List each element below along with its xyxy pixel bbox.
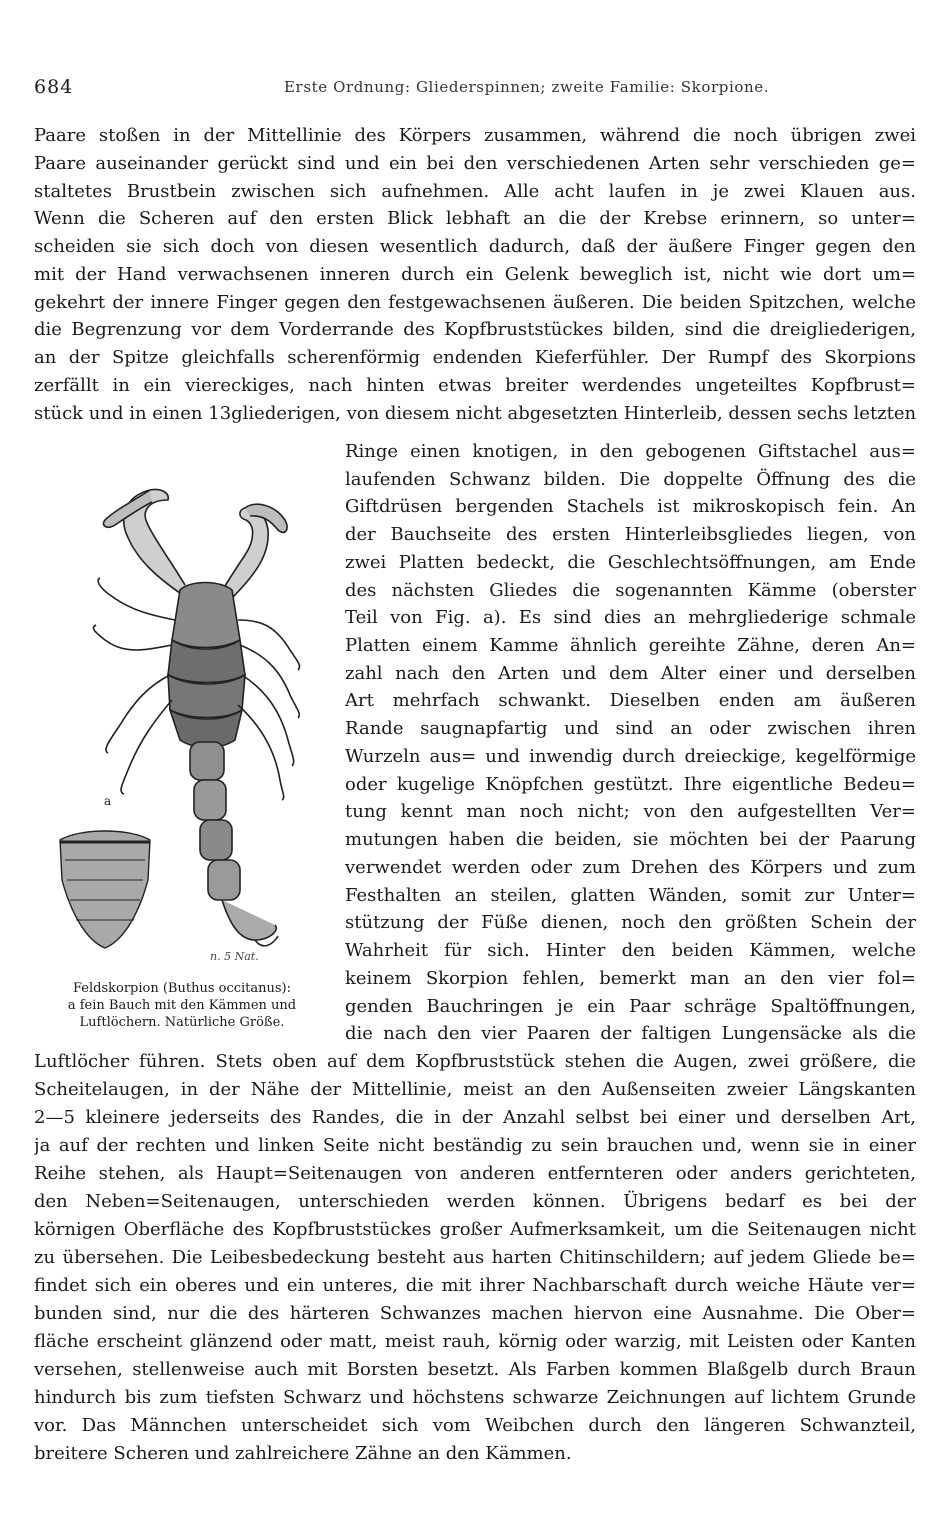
body-line: Luftlöcher führen. Stets oben auf dem Kopfbruststück stehen die Augen, zwei größere, die: [34, 1051, 916, 1072]
body-line: an der Spitze gleichfalls scherenförmig endenden Kieferfühler. Der Rumpf des Skorpions: [34, 347, 916, 368]
body-line: vor. Das Männchen unterscheidet sich vom Weibchen durch den längeren Schwanzteil,: [34, 1415, 916, 1436]
body-line: mutungen haben die beiden, sie möchten bei der Paarung: [345, 829, 916, 850]
figure-label-a: a: [104, 794, 112, 808]
body-line: Platten einem Kamme ähnlich gereihte Zähne, deren An=: [345, 635, 916, 656]
body-line: staltetes Brustbein zwischen sich aufnehmen. Alle acht laufen in je zwei Klauen aus.: [34, 181, 916, 202]
body-line: zwei Platten bedeckt, die Geschlechtsöffnungen, am Ende: [345, 552, 916, 573]
body-line: findet sich ein oberes und ein unteres, die mit ihrer Nachbarschaft durch weiche Häute ver=: [34, 1275, 916, 1296]
body-line: Wahrheit für sich. Hinter den beiden Kämmen, welche: [345, 940, 916, 961]
body-line: Reihe stehen, als Haupt=Seitenaugen von anderen entfernteren oder anders gerichteten,: [34, 1163, 916, 1184]
body-line: Scheitelaugen, in der Nähe der Mittellinie, meist an den Außenseiten zweier Längskanten: [34, 1079, 916, 1100]
body-line: breitere Scheren und zahlreichere Zähne an den Kämmen.: [34, 1443, 572, 1464]
body-line: den Neben=Seitenaugen, unterschieden werden können. Übrigens bedarf es bei der: [34, 1191, 916, 1212]
body-line: Festhalten an steilen, glatten Wänden, somit zur Unter=: [345, 885, 916, 906]
body-line: Wurzeln aus= und inwendig durch dreieckige, kegelförmige: [345, 746, 916, 767]
body-line: zu übersehen. Die Leibesbedeckung besteht aus harten Chitinschildern; auf jedem Gliede be=: [34, 1247, 916, 1268]
body-line: stützung der Füße dienen, noch den größten Schein der: [345, 912, 916, 933]
body-line: Ringe einen knotigen, in den gebogenen Giftstachel aus=: [345, 441, 916, 462]
body-line: Giftdrüsen bergenden Stachels ist mikroskopisch fein. An: [345, 496, 916, 517]
caption-line: a fein Bauch mit den Kämmen und: [67, 998, 297, 1013]
body-line: Wenn die Scheren auf den ersten Blick lebhaft an die der Krebse erinnern, so unter=: [34, 208, 916, 229]
body-line: des nächsten Gliedes die sogenannten Kämme (oberster: [345, 580, 916, 601]
body-line: Teil von Fig. a). Es sind dies an mehrgliederige schmale: [345, 607, 916, 628]
body-line: zahl nach den Arten und dem Alter einer und derselben: [345, 663, 916, 684]
body-line: die nach den vier Paaren der faltigen Lungensäcke als die: [345, 1023, 916, 1044]
figure-scale-note: n. 5 Nat.: [210, 950, 259, 963]
body-line: ja auf der rechten und linken Seite nicht beständig zu sein brauchen und, wenn sie in einer: [34, 1135, 916, 1156]
caption-line: Luftlöchern. Natürliche Größe.: [79, 1015, 285, 1030]
caption-line: Feldskorpion (Buthus occitanus):: [72, 981, 292, 996]
body-line: hindurch bis zum tiefsten Schwarz und höchstens schwarze Zeichnungen auf lichtem Grunde: [34, 1387, 916, 1408]
body-line: der Bauchseite des ersten Hinterleibsgliedes liegen, von: [345, 524, 916, 545]
page-header: [34, 76, 914, 104]
body-line: Rande saugnapfartig und sind an oder zwischen ihren: [345, 718, 916, 739]
body-line: 2—5 kleinere jederseits des Randes, die in der Anzahl selbst bei einer und derselben Art,: [34, 1107, 916, 1128]
figure-caption: [34, 980, 330, 1031]
body-line: Paare auseinander gerückt sind und ein bei den verschiedenen Arten sehr verschieden ge=: [34, 153, 916, 174]
body-line: Art mehrfach schwankt. Dieselben enden am äußeren: [345, 690, 916, 711]
body-line: tung kennt man noch nicht; von den aufgestellten Ver=: [345, 801, 916, 822]
body-line: gekehrt der innere Finger gegen den festgewachsenen äußeren. Die beiden Spitzchen, welche: [34, 292, 916, 313]
body-line: zerfällt in ein viereckiges, nach hinten etwas breiter werdendes ungeteiltes Kopfbrust=: [34, 375, 916, 396]
body-line: verwendet werden oder zum Drehen des Körpers und zum: [345, 857, 916, 878]
body-line: keinem Skorpion fehlen, bemerkt man an den vier fol=: [345, 968, 916, 989]
body-line: mit der Hand verwachsenen inneren durch ein Gelenk beweglich ist, nicht wie dort um=: [34, 264, 916, 285]
body-line: Paare stoßen in der Mittellinie des Körpers zusammen, während die noch übrigen zwei: [34, 125, 916, 146]
page-number: 684: [34, 76, 74, 98]
body-line: laufenden Schwanz bilden. Die doppelte Öffnung des die: [345, 469, 916, 490]
body-line: körnigen Oberfläche des Kopfbruststückes großer Aufmerksamkeit, um die Seitenaugen nicht: [34, 1219, 916, 1240]
running-head: Erste Ordnung: Gliederspinnen; zweite Familie: Skorpione.: [284, 78, 770, 96]
body-line: stück und in einen 13gliederigen, von diesem nicht abgesetzten Hinterleib, dessen sechs letzten: [34, 403, 916, 424]
body-line: bunden sind, nur die des härteren Schwanzes machen hiervon eine Ausnahme. Die Ober=: [34, 1303, 916, 1324]
body-line: oder kugelige Knöpfchen gestützt. Ihre eigentliche Bedeu=: [345, 774, 916, 795]
scorpion-illustration: [40, 470, 330, 970]
body-line: genden Bauchringen je ein Paar schräge Spaltöffnungen,: [345, 996, 916, 1017]
body-line: versehen, stellenweise auch mit Borsten besetzt. Als Farben kommen Blaßgelb durch Braun: [34, 1359, 916, 1380]
body-line: fläche erscheint glänzend oder matt, meist rauh, körnig oder warzig, mit Leisten oder Kanten: [34, 1331, 916, 1352]
body-line: scheiden sie sich doch von diesen wesentlich dadurch, daß der äußere Finger gegen den: [34, 236, 916, 257]
body-line: die Begrenzung vor dem Vorderrande des Kopfbruststückes bilden, sind die dreigliederigen,: [34, 319, 916, 340]
